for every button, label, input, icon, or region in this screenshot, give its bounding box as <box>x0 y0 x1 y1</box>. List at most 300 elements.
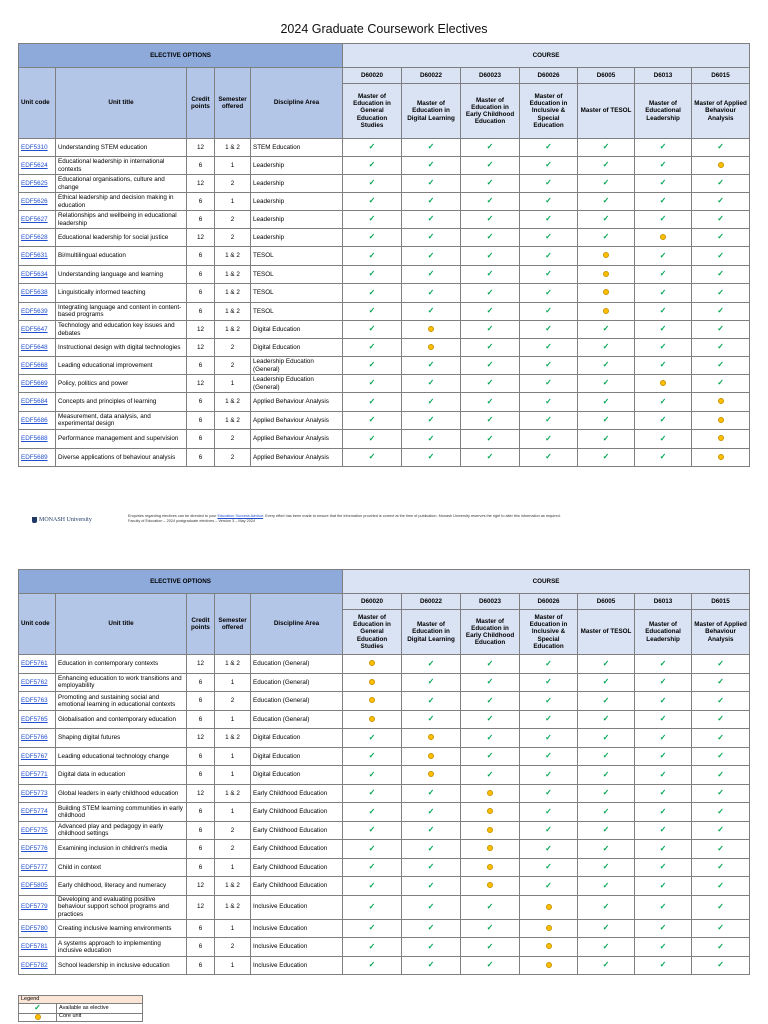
tick-icon: ✓ <box>368 378 376 388</box>
course-availability-cell <box>635 265 692 284</box>
footnote-text: Enquiries regarding electives can be directed to your <box>128 514 218 518</box>
core-dot-icon <box>487 882 493 888</box>
course-availability-cell <box>692 766 750 785</box>
tick-icon: ✓ <box>368 806 376 816</box>
course-availability-cell <box>692 938 750 957</box>
course-code-header: D6005 <box>578 68 635 84</box>
course-availability-cell <box>578 803 635 822</box>
tick-icon: ✓ <box>368 342 376 352</box>
credit-points: 6 <box>187 357 215 375</box>
course-availability-cell <box>343 211 402 229</box>
course-availability-cell <box>578 339 635 357</box>
course-availability-cell <box>635 840 692 859</box>
core-dot-icon <box>428 344 434 350</box>
unit-code-link[interactable]: EDF5647 <box>19 321 56 339</box>
unit-title: School leadership in inclusive education <box>56 956 187 975</box>
course-availability-cell <box>402 448 461 467</box>
unit-code-link[interactable]: EDF5648 <box>19 339 56 357</box>
course-availability-cell <box>635 858 692 877</box>
tick-icon: ✓ <box>602 378 610 388</box>
course-availability-cell <box>343 747 402 766</box>
tick-icon: ✓ <box>486 677 494 687</box>
unit-title: Promoting and sustaining social and emotional learning in educational contexts <box>56 692 187 711</box>
course-availability-cell <box>692 229 750 247</box>
unit-code-link[interactable]: EDF5779 <box>19 895 56 919</box>
tick-icon: ✓ <box>717 714 724 724</box>
unit-code-link[interactable]: EDF5634 <box>19 265 56 284</box>
course-code-header: D6015 <box>692 68 750 84</box>
course-availability-cell <box>578 919 635 938</box>
discipline-area: Inclusive Education <box>251 956 343 975</box>
tick-icon: ✓ <box>545 250 552 260</box>
unit-title: Educational leadership in international contexts <box>56 157 187 175</box>
semester-offered: 2 <box>215 840 251 859</box>
course-name-header: Master of Education in Digital Learning <box>402 610 461 655</box>
tick-icon: ✓ <box>486 714 494 724</box>
table-row <box>19 193 750 211</box>
table-row <box>19 247 750 266</box>
tick-icon: ✓ <box>368 324 376 334</box>
course-availability-cell <box>578 938 635 957</box>
course-availability-cell <box>692 247 750 266</box>
credit-points: 6 <box>187 193 215 211</box>
course-availability-cell <box>635 448 692 467</box>
course-availability-cell <box>343 430 402 449</box>
course-availability-cell <box>692 393 750 412</box>
tick-icon: ✓ <box>602 751 610 761</box>
unit-code-link[interactable]: EDF5310 <box>19 139 56 157</box>
course-availability-cell <box>578 840 635 859</box>
course-availability-cell <box>343 302 402 321</box>
course-availability-cell <box>520 803 578 822</box>
unit-code-link[interactable]: EDF5762 <box>19 673 56 692</box>
table-row <box>19 375 750 393</box>
unit-code-link[interactable]: EDF5761 <box>19 655 56 674</box>
core-dot-icon <box>487 864 493 870</box>
unit-code-link[interactable]: EDF5686 <box>19 411 56 430</box>
core-dot-icon <box>546 962 552 968</box>
unit-code-link[interactable]: EDF5688 <box>19 430 56 449</box>
course-availability-cell <box>692 448 750 467</box>
table-row <box>19 655 750 674</box>
course-availability-cell <box>461 339 520 357</box>
unit-code-link[interactable]: EDF5626 <box>19 193 56 211</box>
unit-code-link[interactable]: EDF5773 <box>19 784 56 803</box>
semester-offered: 1 <box>215 157 251 175</box>
core-dot-icon <box>660 234 666 240</box>
tick-icon: ✓ <box>486 901 494 911</box>
tick-icon: ✓ <box>486 396 494 406</box>
course-availability-cell <box>635 692 692 711</box>
table-row <box>19 766 750 785</box>
course-availability-cell <box>578 821 635 840</box>
tick-icon: ✓ <box>717 306 724 316</box>
semester-offered: 1 & 2 <box>215 877 251 896</box>
tick-icon: ✓ <box>368 960 376 970</box>
core-dot-icon <box>660 380 666 386</box>
course-availability-cell <box>343 393 402 412</box>
course-availability-cell <box>635 877 692 896</box>
course-availability-cell <box>461 821 520 840</box>
core-dot-icon <box>428 771 434 777</box>
discipline-area: Inclusive Education <box>251 938 343 957</box>
course-availability-cell <box>402 193 461 211</box>
unit-code-link[interactable]: EDF5771 <box>19 766 56 785</box>
unit-title: Ethical leadership and decision making in education <box>56 193 187 211</box>
tick-icon: ✓ <box>427 378 435 388</box>
monash-logo <box>32 517 92 523</box>
tick-icon: ✓ <box>659 214 667 224</box>
legend-available-label: Available as elective <box>57 1004 143 1014</box>
semester-offered: 1 <box>215 803 251 822</box>
course-availability-cell <box>578 692 635 711</box>
semester-offered: 2 <box>215 938 251 957</box>
course-code-header: D60022 <box>402 594 461 610</box>
course-availability-cell <box>635 956 692 975</box>
tick-icon: ✓ <box>545 880 552 890</box>
tick-icon: ✓ <box>486 214 494 224</box>
course-availability-cell <box>461 938 520 957</box>
course-availability-cell <box>461 302 520 321</box>
tick-icon: ✓ <box>486 324 494 334</box>
discipline-area-header: Discipline Area <box>251 68 343 139</box>
course-availability-cell <box>461 193 520 211</box>
tick-icon: ✓ <box>659 250 667 260</box>
table-row <box>19 784 750 803</box>
tick-icon: ✓ <box>427 214 435 224</box>
course-availability-cell <box>402 321 461 339</box>
tick-icon: ✓ <box>717 250 724 260</box>
discipline-area-header: Discipline Area <box>251 594 343 655</box>
course-availability-cell <box>461 840 520 859</box>
tick-icon: ✓ <box>368 287 376 297</box>
tick-icon: ✓ <box>368 196 376 206</box>
course-availability-cell <box>692 157 750 175</box>
course-availability-cell <box>461 211 520 229</box>
course-availability-cell <box>461 265 520 284</box>
discipline-area: Leadership <box>251 211 343 229</box>
course-availability-cell <box>635 284 692 303</box>
core-dot-icon <box>546 925 552 931</box>
education-success-advisor-link[interactable]: Education Success Advisor <box>217 514 264 518</box>
tick-icon: ✓ <box>659 714 667 724</box>
core-dot-icon <box>487 827 493 833</box>
credit-points: 12 <box>187 321 215 339</box>
core-dot-icon <box>428 753 434 759</box>
course-availability-cell <box>461 784 520 803</box>
tick-icon: ✓ <box>427 160 435 170</box>
discipline-area: Digital Education <box>251 766 343 785</box>
discipline-area: Education (General) <box>251 673 343 692</box>
unit-code-link[interactable]: EDF5624 <box>19 157 56 175</box>
tick-icon: ✓ <box>659 880 667 890</box>
discipline-area: Leadership Education (General) <box>251 357 343 375</box>
tick-icon: ✓ <box>545 415 552 425</box>
course-availability-cell <box>635 919 692 938</box>
unit-code-link[interactable]: EDF5780 <box>19 919 56 938</box>
course-availability-cell <box>461 803 520 822</box>
tick-icon: ✓ <box>545 751 552 761</box>
unit-code-link[interactable]: EDF5775 <box>19 821 56 840</box>
course-availability-cell <box>402 895 461 919</box>
course-name-header: Master of Educational Leadership <box>635 610 692 655</box>
table-row <box>19 411 750 430</box>
tick-icon: ✓ <box>659 324 667 334</box>
course-availability-cell <box>692 821 750 840</box>
unit-code-link[interactable]: EDF5767 <box>19 747 56 766</box>
credit-points: 6 <box>187 284 215 303</box>
credit-points: 6 <box>187 956 215 975</box>
course-availability-cell <box>692 710 750 729</box>
course-availability-cell <box>520 747 578 766</box>
unit-code-link[interactable]: EDF5777 <box>19 858 56 877</box>
table-row <box>19 284 750 303</box>
course-availability-cell <box>578 321 635 339</box>
unit-code-link[interactable]: EDF5774 <box>19 803 56 822</box>
unit-title-header: Unit title <box>56 68 187 139</box>
unit-code-link[interactable]: EDF5668 <box>19 357 56 375</box>
course-name-header: Master of Education in Inclusive & Special Education <box>520 84 578 139</box>
tick-icon: ✓ <box>602 324 610 334</box>
tick-icon: ✓ <box>717 196 724 206</box>
course-availability-cell <box>635 139 692 157</box>
course-availability-cell <box>578 430 635 449</box>
course-availability-cell <box>461 710 520 729</box>
tick-icon: ✓ <box>659 732 667 742</box>
course-availability-cell <box>692 729 750 748</box>
unit-title: Child in context <box>56 858 187 877</box>
table-row <box>19 895 750 919</box>
course-name-header: Master of Education in General Education Studies <box>343 84 402 139</box>
semester-offered: 1 & 2 <box>215 411 251 430</box>
course-name-header: Master of Education in Early Childhood Education <box>461 610 520 655</box>
course-availability-cell <box>578 139 635 157</box>
semester-offered: 2 <box>215 821 251 840</box>
course-code-header: D6005 <box>578 594 635 610</box>
legend-tick-cell <box>19 1004 57 1014</box>
core-dot-icon <box>603 252 609 258</box>
tick-icon: ✓ <box>659 360 667 370</box>
tick-icon: ✓ <box>545 714 552 724</box>
discipline-area: Early Childhood Education <box>251 803 343 822</box>
tick-icon: ✓ <box>545 160 552 170</box>
course-availability-cell <box>635 747 692 766</box>
core-dot-icon <box>603 308 609 314</box>
tick-icon: ✓ <box>368 396 376 406</box>
tick-icon: ✓ <box>717 378 724 388</box>
tick-icon: ✓ <box>659 923 667 933</box>
tick-icon: ✓ <box>368 142 376 152</box>
semester-offered: 2 <box>215 175 251 193</box>
tick-icon: ✓ <box>486 178 494 188</box>
tick-icon: ✓ <box>486 287 494 297</box>
core-dot-icon <box>35 1014 41 1020</box>
tick-icon: ✓ <box>602 862 610 872</box>
tick-icon: ✓ <box>602 901 610 911</box>
tick-icon: ✓ <box>427 825 435 835</box>
discipline-area: Applied Behaviour Analysis <box>251 393 343 412</box>
tick-icon: ✓ <box>545 695 552 705</box>
course-availability-cell <box>461 430 520 449</box>
elective-options-header: ELECTIVE OPTIONS <box>19 570 343 594</box>
course-availability-cell <box>578 175 635 193</box>
unit-code-link[interactable]: EDF5631 <box>19 247 56 266</box>
course-availability-cell <box>520 840 578 859</box>
course-availability-cell <box>402 729 461 748</box>
course-availability-cell <box>578 375 635 393</box>
core-dot-icon <box>369 679 375 685</box>
tick-icon: ✓ <box>659 196 667 206</box>
discipline-area: Leadership <box>251 193 343 211</box>
tick-icon: ✓ <box>659 160 667 170</box>
tick-icon: ✓ <box>34 1003 41 1012</box>
tick-icon: ✓ <box>717 843 724 853</box>
tick-icon: ✓ <box>368 732 376 742</box>
course-availability-cell <box>343 157 402 175</box>
unit-code-link[interactable]: EDF5638 <box>19 284 56 303</box>
course-availability-cell <box>343 858 402 877</box>
course-availability-cell <box>520 938 578 957</box>
tick-icon: ✓ <box>659 452 667 462</box>
core-dot-icon <box>487 808 493 814</box>
course-availability-cell <box>343 938 402 957</box>
course-availability-cell <box>402 375 461 393</box>
unit-code-link[interactable]: EDF5627 <box>19 211 56 229</box>
tick-icon: ✓ <box>368 825 376 835</box>
course-availability-cell <box>343 265 402 284</box>
credit-points: 12 <box>187 655 215 674</box>
tick-icon: ✓ <box>659 433 667 443</box>
footnote-line-2: Faculty of Education – 2024 postgraduate electives – Version 3 – May 2024 <box>128 518 256 523</box>
course-availability-cell <box>635 655 692 674</box>
course-code-header: D60026 <box>520 594 578 610</box>
table-row <box>19 673 750 692</box>
tick-icon: ✓ <box>368 415 376 425</box>
course-availability-cell <box>402 339 461 357</box>
tick-icon: ✓ <box>602 941 610 951</box>
discipline-area: Leadership <box>251 157 343 175</box>
tick-icon: ✓ <box>427 862 435 872</box>
unit-code-link[interactable]: EDF5684 <box>19 393 56 412</box>
unit-code-link[interactable]: EDF5766 <box>19 729 56 748</box>
tick-icon: ✓ <box>545 677 552 687</box>
tick-icon: ✓ <box>659 695 667 705</box>
credit-points: 6 <box>187 302 215 321</box>
course-availability-cell <box>578 448 635 467</box>
tick-icon: ✓ <box>717 806 724 816</box>
tick-icon: ✓ <box>368 306 376 316</box>
table-row <box>19 803 750 822</box>
course-availability-cell <box>635 766 692 785</box>
course-availability-cell <box>692 357 750 375</box>
tick-icon: ✓ <box>659 342 667 352</box>
semester-offered-header: Semester offered <box>215 594 251 655</box>
course-availability-cell <box>343 229 402 247</box>
unit-title: Early childhood, literacy and numeracy <box>56 877 187 896</box>
unit-code-link[interactable]: EDF5628 <box>19 229 56 247</box>
unit-title: Leading educational improvement <box>56 357 187 375</box>
course-availability-cell <box>461 321 520 339</box>
monash-shield-icon <box>32 517 37 523</box>
tick-icon: ✓ <box>717 269 724 279</box>
course-availability-cell <box>461 284 520 303</box>
tick-icon: ✓ <box>659 287 667 297</box>
tick-icon: ✓ <box>427 142 435 152</box>
course-availability-cell <box>461 139 520 157</box>
tick-icon: ✓ <box>545 360 552 370</box>
tick-icon: ✓ <box>602 433 610 443</box>
tick-icon: ✓ <box>368 160 376 170</box>
tick-icon: ✓ <box>717 232 724 242</box>
course-availability-cell <box>402 265 461 284</box>
unit-code-link[interactable]: EDF5782 <box>19 956 56 975</box>
unit-code-link[interactable]: EDF5765 <box>19 710 56 729</box>
discipline-area: Leadership <box>251 229 343 247</box>
tick-icon: ✓ <box>602 695 610 705</box>
course-availability-cell <box>520 895 578 919</box>
tick-icon: ✓ <box>659 843 667 853</box>
course-availability-cell <box>520 229 578 247</box>
semester-offered: 1 & 2 <box>215 284 251 303</box>
unit-code-link[interactable]: EDF5625 <box>19 175 56 193</box>
unit-title: Globalisation and contemporary education <box>56 710 187 729</box>
course-availability-cell <box>461 655 520 674</box>
course-availability-cell <box>402 139 461 157</box>
unit-title: A systems approach to implementing inclusive education <box>56 938 187 957</box>
tick-icon: ✓ <box>602 360 610 370</box>
course-availability-cell <box>578 229 635 247</box>
course-code-header: D60020 <box>343 594 402 610</box>
unit-code-link[interactable]: EDF5776 <box>19 840 56 859</box>
logo-text: MONASH University <box>39 517 92 523</box>
tick-icon: ✓ <box>602 178 610 188</box>
course-name-header: Master of Educational Leadership <box>635 84 692 139</box>
course-availability-cell <box>402 692 461 711</box>
semester-offered: 1 <box>215 919 251 938</box>
course-availability-cell <box>343 375 402 393</box>
unit-code-link[interactable]: EDF5805 <box>19 877 56 896</box>
table-row <box>19 877 750 896</box>
course-availability-cell <box>520 673 578 692</box>
unit-title: Understanding STEM education <box>56 139 187 157</box>
course-availability-cell <box>402 655 461 674</box>
credit-points: 6 <box>187 673 215 692</box>
tick-icon: ✓ <box>717 960 724 970</box>
unit-code-link[interactable]: EDF5689 <box>19 448 56 467</box>
tick-icon: ✓ <box>427 178 435 188</box>
tick-icon: ✓ <box>427 695 435 705</box>
tick-icon: ✓ <box>427 941 435 951</box>
core-dot-icon <box>603 271 609 277</box>
unit-code-header: Unit code <box>19 594 56 655</box>
course-availability-cell <box>402 938 461 957</box>
course-availability-cell <box>461 229 520 247</box>
course-availability-cell <box>578 247 635 266</box>
tick-icon: ✓ <box>717 825 724 835</box>
tick-icon: ✓ <box>602 396 610 406</box>
course-availability-cell <box>343 956 402 975</box>
unit-code-link[interactable]: EDF5639 <box>19 302 56 321</box>
semester-offered: 1 & 2 <box>215 784 251 803</box>
unit-code-link[interactable]: EDF5669 <box>19 375 56 393</box>
semester-offered: 2 <box>215 339 251 357</box>
unit-code-link[interactable]: EDF5763 <box>19 692 56 711</box>
course-availability-cell <box>520 357 578 375</box>
tick-icon: ✓ <box>545 433 552 443</box>
course-availability-cell <box>635 430 692 449</box>
course-availability-cell <box>461 673 520 692</box>
unit-code-link[interactable]: EDF5781 <box>19 938 56 957</box>
